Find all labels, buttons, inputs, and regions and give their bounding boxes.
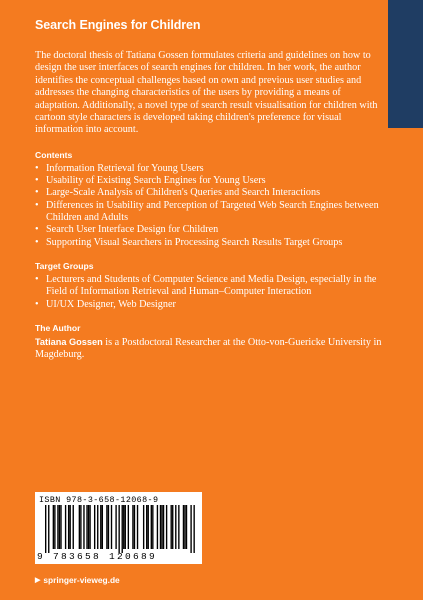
barcode-bar [65, 505, 66, 549]
target-group-item: • UI/UX Designer, Web Designer [35, 299, 388, 311]
barcode-bar [102, 505, 103, 549]
contents-item: • Search User Interface Design for Children [35, 224, 388, 236]
author-name: Tatiana Gossen [35, 336, 103, 347]
barcode-bar [53, 505, 54, 549]
barcode-bar [146, 505, 147, 549]
barcode-bar [161, 505, 162, 549]
barcode-digits: 9 783658 120689 [37, 551, 158, 562]
barcode-bar [125, 505, 126, 549]
barcode-bar [160, 505, 161, 549]
target-group-item: • Lecturers and Students of Computer Science and Media Design, especially in the Field of Information Retrieval and Human–Computer Interaction [35, 274, 388, 299]
barcode-bar [86, 505, 87, 549]
barcode-bar [152, 505, 153, 549]
barcode-bar [128, 505, 129, 549]
barcode-bar [157, 505, 158, 549]
publisher-footer [35, 575, 120, 585]
book-title: Search Engines for Children [35, 18, 201, 32]
contents-item: • Large-Scale Analysis of Children's Queries and Search Interactions [35, 187, 388, 199]
barcode-bar [100, 505, 101, 549]
author-heading: The Author [35, 322, 81, 333]
barcode-bar [89, 505, 90, 549]
barcode-bar [184, 505, 185, 549]
barcode-bar [171, 505, 172, 549]
side-color-tab [388, 0, 423, 128]
barcode-bar [193, 505, 194, 553]
barcode-bar [54, 505, 55, 549]
barcode-bar [137, 505, 138, 549]
barcode-bar [60, 505, 61, 549]
barcode-bar [151, 505, 152, 549]
barcode-bar [94, 505, 95, 549]
contents-heading: Contents [35, 149, 73, 160]
contents-list [35, 163, 388, 249]
barcode-bar [183, 505, 184, 549]
contents-item: • Usability of Existing Search Engines for Young Users [35, 175, 388, 187]
barcode-bar [134, 505, 135, 549]
barcode-bar [172, 505, 173, 549]
barcode-bar [118, 505, 119, 553]
barcode-bar [79, 505, 80, 549]
barcode-bar [83, 505, 84, 549]
barcode-bar [148, 505, 149, 549]
isbn-barcode [35, 492, 202, 564]
barcode-bar [175, 505, 176, 549]
contents-item: • Differences in Usability and Perception of Targeted Web Search Engines between Children and Adults [35, 200, 388, 225]
contents-item: • Supporting Visual Searchers in Processing Search Results Target Groups [35, 237, 388, 249]
barcode-bar [163, 505, 164, 549]
target-groups-list [35, 274, 388, 311]
barcode-bar [115, 505, 116, 549]
barcode-bar [80, 505, 81, 549]
barcode-bar [69, 505, 70, 549]
barcode-bar [106, 505, 107, 549]
barcode-bar [57, 505, 58, 549]
arrow-right-icon: ▶ [35, 577, 41, 584]
barcode-bar [108, 505, 109, 549]
barcode-bar [166, 505, 167, 549]
author-bio-text: is a Postdoctoral Researcher at the Otto-von-Guericke University in Magdeburg. [35, 336, 382, 361]
barcode-bar [97, 505, 98, 549]
target-groups-heading: Target Groups [35, 260, 94, 271]
barcode-bar [178, 505, 179, 549]
barcode-bar [122, 505, 123, 553]
intro-paragraph: The doctoral thesis of Tatiana Gossen formulates criteria and guidelines on how to design the user interfaces of search engines for children. In her work, the author identifies the conceptual challenges based on own and previous user studies and addresses the changing characteristics of the users by providing a means of adaptation. Additionally, a novel type of search result visualisation for children with cartoon style characters is developed taking children's preference for visual information into account. [35, 50, 378, 136]
author-bio [35, 336, 388, 362]
barcode-bar [88, 505, 89, 549]
barcode-bar [111, 505, 112, 549]
barcode-bar [123, 505, 124, 549]
barcode-bar [68, 505, 69, 549]
back-cover-content [35, 18, 388, 361]
contents-item: • Information Retrieval for Young Users [35, 163, 388, 175]
barcode-bar [59, 505, 60, 549]
barcode-bar [48, 505, 49, 553]
barcode-bar [143, 505, 144, 549]
isbn-label: ISBN 978-3-658-12068-9 [39, 495, 159, 505]
barcode-bar [73, 505, 74, 549]
barcode-bars [45, 505, 195, 553]
barcode-bar [45, 505, 46, 553]
publisher-website-link[interactable]: springer-vieweg.de [43, 575, 120, 585]
barcode-bar [132, 505, 133, 549]
barcode-bar [186, 505, 187, 549]
barcode-bar [190, 505, 191, 553]
